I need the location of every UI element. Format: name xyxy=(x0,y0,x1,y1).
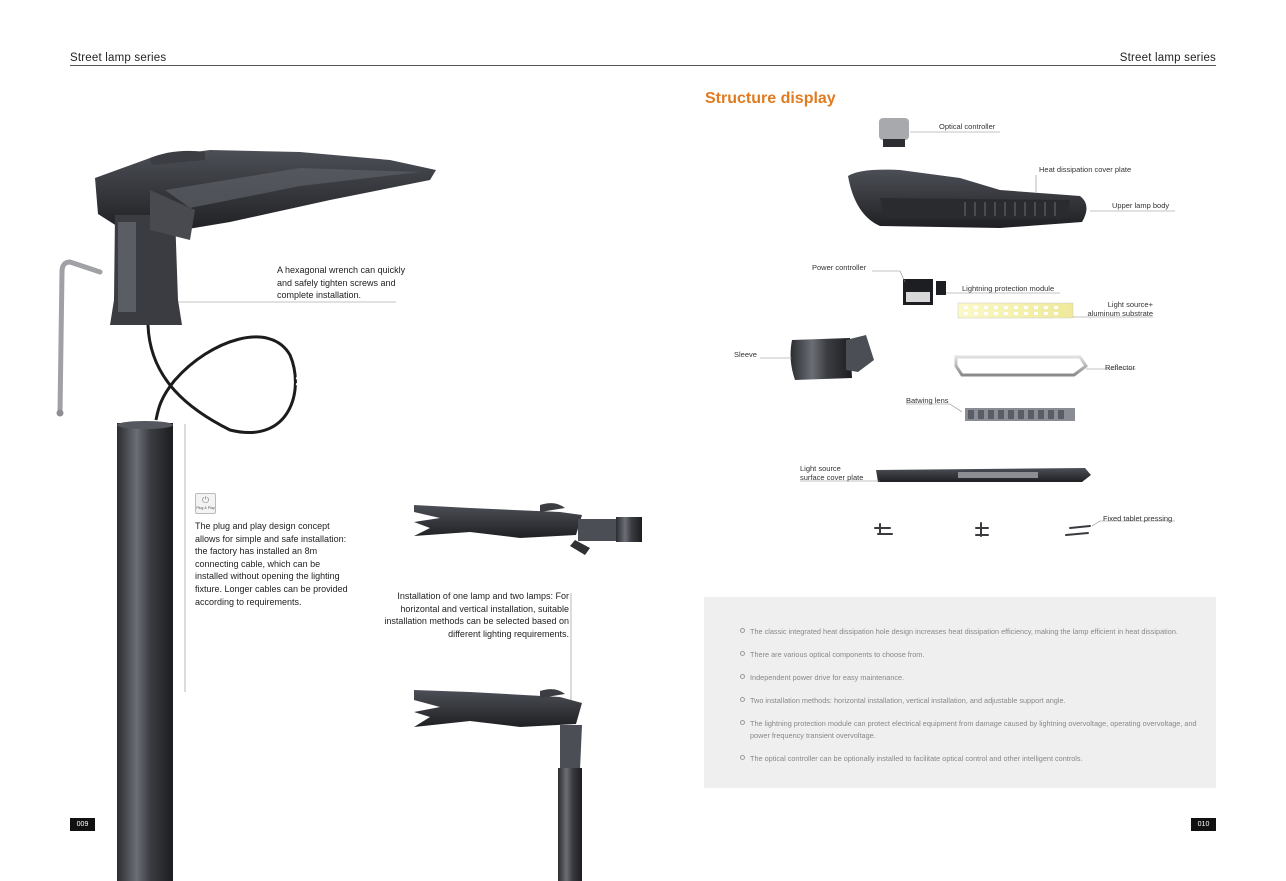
label-light-source-line2: aluminum substrate xyxy=(1087,309,1153,318)
feature-item xyxy=(740,649,1205,661)
features-panel xyxy=(704,597,1216,788)
bullet-icon xyxy=(740,628,745,633)
feature-item xyxy=(740,695,1205,707)
label-sleeve: Sleeve xyxy=(734,350,757,359)
feature-text: The optical controller can be optionally installed to facilitate optical control and other intelligent controls. xyxy=(750,753,1083,763)
header-right-title: Street lamp series xyxy=(1119,52,1216,64)
horizontal-install-illustration xyxy=(414,503,642,555)
label-reflector: Reflector xyxy=(1105,363,1136,372)
feature-text: There are various optical components to choose from. xyxy=(750,650,925,659)
feature-text: Independent power drive for easy maintenance. xyxy=(750,673,905,682)
label-surface-cover-line1: Light source xyxy=(800,464,841,473)
label-light-source-line1: Light source+ xyxy=(1107,300,1153,309)
installation-description: Installation of one lamp and two lamps: For horizontal and vertical installation, suitable installation methods can be selected based on different lighting requirements. xyxy=(384,591,569,639)
feature-item xyxy=(740,626,1205,638)
badge-label: Plug & Play xyxy=(196,506,215,510)
bullet-icon xyxy=(740,755,745,760)
feature-text: The lightning protection module can protect electrical equipment from damage caused by lightning overvoltage, operating overvoltage, and power frequency transient overvoltage. xyxy=(750,719,1197,740)
bullet-icon xyxy=(740,674,745,679)
header-left-title: Street lamp series xyxy=(70,52,167,64)
main-lamp-illustration xyxy=(57,150,437,881)
structure-title: Structure display xyxy=(705,90,836,107)
page-number-left: 009 xyxy=(70,818,95,831)
label-upper-lamp-body: Upper lamp body xyxy=(1112,201,1170,210)
plug-and-play-description: The plug and play design concept allows for simple and safe installation: the factory has installed an 8m connecting cable, which can be installed without opening the lighting fixture. Longer cables can be provided according to requirements. xyxy=(195,521,348,607)
feature-item xyxy=(740,753,1205,765)
wrench-description: A hexagonal wrench can quickly and safely tighten screws and complete installation. xyxy=(277,265,406,301)
page-number-right: 010 xyxy=(1191,818,1216,831)
label-heat-dissipation-cover: Heat dissipation cover plate xyxy=(1039,165,1132,174)
feature-item xyxy=(740,718,1205,741)
feature-text: Two installation methods: horizontal installation, vertical installation, and adjustable support angle. xyxy=(750,696,1066,705)
label-power-controller: Power controller xyxy=(812,263,867,272)
bullet-icon xyxy=(740,651,745,656)
label-fixed-tablet: Fixed tablet pressing xyxy=(1103,514,1173,523)
plug-icon: ⏻ xyxy=(201,495,210,505)
features-list xyxy=(740,626,1205,776)
label-batwing-lens: Batwing lens xyxy=(906,396,949,405)
feature-text: The classic integrated heat dissipation hole design increases heat dissipation efficiency, making the lamp efficient in heat dissipation. xyxy=(750,627,1178,636)
plug-and-play-badge xyxy=(195,493,216,514)
feature-item xyxy=(740,672,1205,684)
bullet-icon xyxy=(740,697,745,702)
label-surface-cover-line2: surface cover plate xyxy=(800,473,864,482)
bullet-icon xyxy=(740,720,745,725)
label-optical-controller: Optical controller xyxy=(939,122,996,131)
label-lightning-module: Lightning protection module xyxy=(962,284,1055,293)
